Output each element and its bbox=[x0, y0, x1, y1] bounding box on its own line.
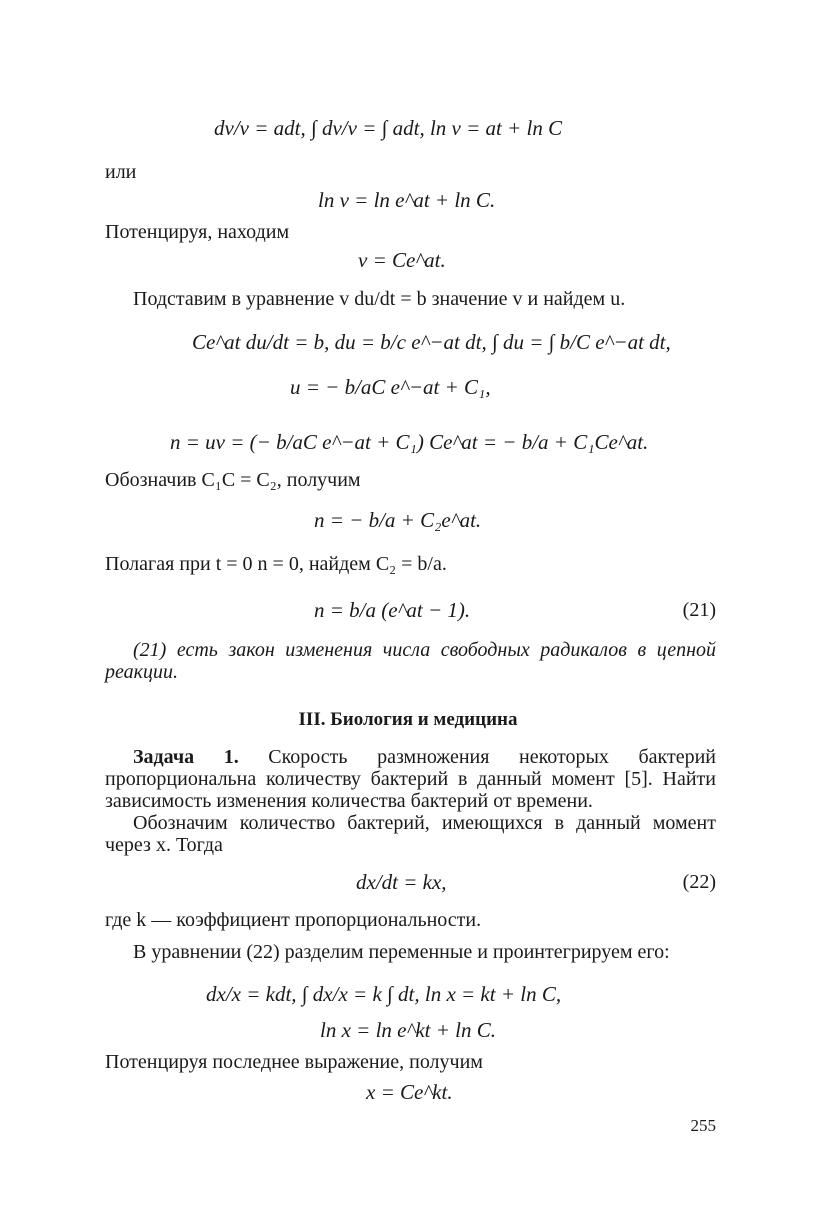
equation-separation-x: dx/x = kdt, ∫ dx/x = k ∫ dt, ln x = kt + ln C, bbox=[206, 982, 562, 1006]
equation-21: n = b/a (e^at − 1). bbox=[314, 598, 471, 622]
text-denoting: Обозначив C₁C = C₂, получим bbox=[105, 469, 361, 491]
equation-n-c2: n = − b/a + C₂e^at. bbox=[314, 508, 482, 532]
text-or: или bbox=[105, 161, 137, 183]
equation-number-22: (22) bbox=[682, 871, 716, 893]
equation-du: Ce^at du/dt = b, du = b/c e^−at dt, ∫ du = ∫ b/C e^−at dt, bbox=[192, 330, 671, 354]
task-paragraph bbox=[105, 746, 716, 812]
equation-x-solution: x = Ce^kt. bbox=[366, 1080, 453, 1104]
equation-u: u = − b/aC e^−at + C₁, bbox=[290, 375, 491, 399]
task-text: Скорость размножения некоторых бактерий пропорциональна количеству бактерий в данный момент [5]. Найти зависимость изменения количества бактерий от времени. bbox=[105, 746, 717, 812]
equation-n-uv: n = uv = (− b/aC e^−at + C₁) Ce^at = − b/a + C₁Ce^at. bbox=[170, 430, 649, 454]
text-separate: В уравнении (22) разделим переменные и проинтегрируем его: bbox=[133, 941, 670, 963]
denote-paragraph: Обозначим количество бактерий, имеющихся в данный момент через x. Тогда bbox=[105, 812, 716, 856]
text-substitute: Подставим в уравнение v du/dt = b значение v и найдем u. bbox=[133, 288, 626, 310]
text-potentiating: Потенцируя, находим bbox=[105, 221, 290, 243]
text-potentiating-last: Потенцируя последнее выражение, получим bbox=[105, 1051, 483, 1073]
text-where-k: где k — коэффициент пропорциональности. bbox=[105, 909, 482, 931]
section-heading: III. Биология и медицина bbox=[298, 709, 518, 730]
equation-ln-x: ln x = ln e^kt + ln C. bbox=[320, 1018, 497, 1042]
equation-number-21: (21) bbox=[682, 599, 716, 621]
law-statement: (21) есть закон изменения числа свободных радикалов в цепной реакции. bbox=[105, 639, 716, 683]
equation-22: dx/dt = kx, bbox=[356, 870, 447, 894]
equation-ln-v: ln v = ln e^at + ln C. bbox=[318, 188, 496, 212]
equation-separation-v: dv/v = adt, ∫ dv/v = ∫ adt, ln v = at + ln C bbox=[214, 116, 563, 140]
equation-v-solution: v = Ce^at. bbox=[358, 248, 446, 272]
text-assuming: Полагая при t = 0 n = 0, найдем C₂ = b/a. bbox=[105, 553, 447, 575]
page-number: 255 bbox=[690, 1116, 716, 1135]
task-label: Задача 1. bbox=[133, 746, 239, 768]
